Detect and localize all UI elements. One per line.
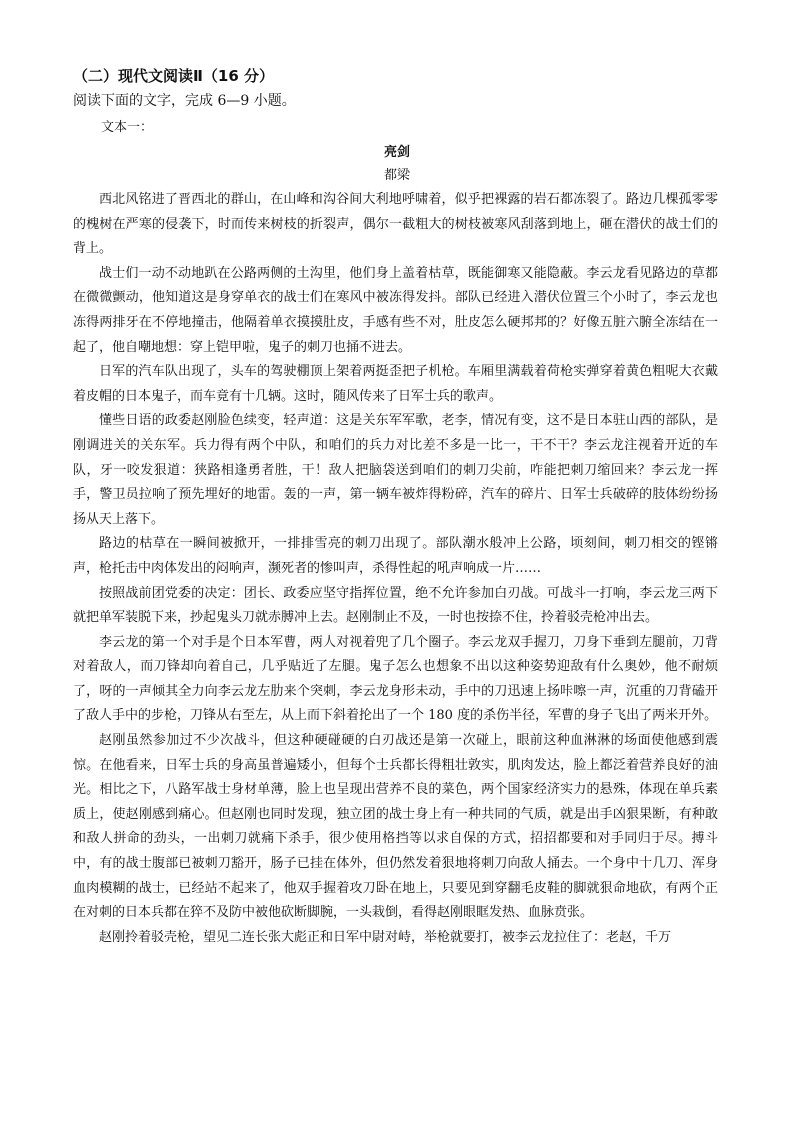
paragraph: 懂些日语的政委赵刚脸色续变，轻声道：这是关东军军歌，老李，情况有变，这不是日本驻山西的部队，是刚调进关的关东军。兵力得有两个中队，和咱们的兵力对比差不多是一比一，干不干？李云龙注视着开近的车队，牙一咬发狠道：狭路相逢勇者胜，干！敌人把脑袋送到咱们的刺刀尖前，咋能把刺刀缩回来？李云龙一挥手，警卫员拉响了预先埋好的地雷。轰的一声，第一辆车被炸得粉碎，汽车的碎片、日军士兵破碎的肢体纷纷扬扬从天上落下。 — [73, 413, 718, 527]
text-label: 文本一： — [101, 120, 154, 135]
article-body — [73, 188, 718, 950]
paragraph: 西北风铭进了晋西北的群山，在山峰和沟谷间大利地呼啸着，似乎把裸露的岩石都冻裂了。路边几棵孤零零的槐树在严寒的侵袭下，时而传来树枝的折裂声，偶尔一截粗大的树枝被寒风刮落到地上，砸在潜伏的战士们的背上。 — [73, 192, 718, 257]
paragraph: 李云龙的第一个对手是个日本军曹，两人对视着兜了几个圈子。李云龙双手握刀，刀身下垂到左腿前，刀背对着敌人，而刀锋却向着自己，几乎贴近了左腿。鬼子怎么也想象不出以这种姿势迎敌有什么奥妙，他不耐烦了，呀的一声倾其全力向李云龙左肋来个突刺，李云龙身形未动，手中的刀迅速上扬咔嚓一声，沉重的刀背磕开了敌人手中的步枪，刀锋从右至左，从上而下斜着抡出了一个 180 度的杀伤半径，军曹的身子飞出了两米开外。 — [73, 634, 718, 724]
paragraph: 战士们一动不动地趴在公路两侧的土沟里，他们身上盖着枯草，既能御寒又能隐蔽。李云龙看见路边的草都在微微颤动，他知道这是身穿单衣的战士们在寒风中被冻得发抖。部队已经进入潜伏位置三个小时了，李云龙也冻得两排牙在不停地撞击，他隔着单衣摸摸肚皮，手感有些不对，肚皮怎么硬邦邦的？好像五脏六腑全冻结在一起了，他自嘲地想：穿上铠甲啦，鬼子的刺刀也捅不进去。 — [73, 265, 718, 355]
paragraph: 按照战前团党委的决定：团长、政委应坚守指挥位置，绝不允许参加白刃战。可战斗一打响，李云龙三两下就把单军装脱下来，抄起鬼头刀就赤膊冲上去。赵刚制止不及，一时也按捺不住，拎着驳壳枪冲出去。 — [73, 585, 718, 626]
section-title: （二）现代文阅读Ⅱ（16 分） — [73, 67, 274, 85]
paragraph: 路边的枯草在一瞬间被掀开，一排排雪亮的刺刀出现了。部队潮水般冲上公路，顷刻间，刺刀相交的铿锵声，枪托击中肉体发出的闷响声，濒死者的惨叫声，杀得性起的吼声响成一片…… — [73, 536, 718, 576]
paragraph: 赵刚拎着驳壳枪，望见二连长张大彪正和日军中尉对峙，举枪就要打，被李云龙拉住了：老赵，千万 — [99, 929, 672, 945]
paragraph: 日军的汽车队出现了，头车的驾驶棚顶上架着两挺歪把子机枪。车厢里满载着荷枪实弹穿着黄色粗呢大衣戴着皮帽的日本鬼子，而车竟有十几辆。这时，随风传来了日军士兵的歌声。 — [73, 364, 718, 404]
article-author: 都梁 — [383, 168, 410, 183]
reading-instruction: 阅读下面的文字，完成 6—9 小题。 — [73, 93, 296, 109]
article-title: 亮剑 — [383, 145, 410, 160]
paragraph: 赵刚虽然参加过不少次战斗，但这种硬碰硬的白刃战还是第一次碰上，眼前这种血淋淋的场面使他感到震惊。在他看来，日军士兵的身高虽普遍矮小，但每个士兵都长得粗壮敦实，肌肉发达，脸上都泛着营养良好的油光。相比之下，八路军战士身材单薄，脸上也呈现出营养不良的菜色，两个国家经济实力的悬殊，体现在单兵素质上，使赵刚感到痛心。但赵刚也同时发现，独立团的战士身上有一种共同的气质，就是出手凶狠果断，有种敢和敌人拼命的劲头，一出刺刀就痛下杀手，很少使用格挡等以求自保的方式，招招都要和对手同归于尽。搏斗中，有的战士腹部已被刺刀豁开，肠子已挂在体外，但仍然发着狠地将刺刀向敌人捅去。一个身中十几刀、浑身血肉模糊的战士，已经站不起来了，他双手握着攻刀卧在地上，只要见到穿翻毛皮鞋的脚就狠命地砍，有两个正在对刺的日本兵都在猝不及防中被他砍断脚腕，一头栽倒，看得赵刚眼眶发热、血脉贲张。 — [73, 733, 718, 921]
